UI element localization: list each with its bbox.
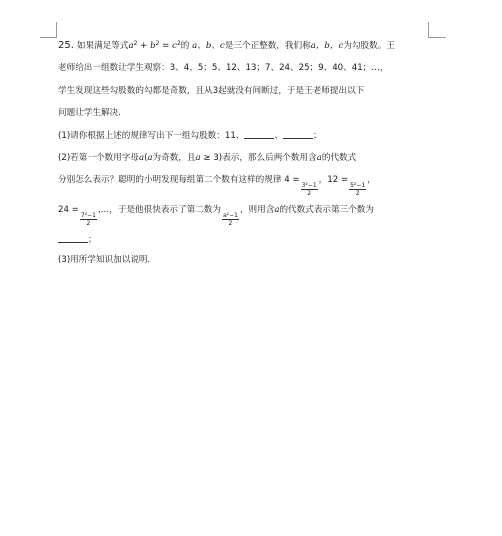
- exponent: 2: [155, 40, 160, 47]
- exponent: 2: [133, 40, 138, 47]
- text: 如果满足等式: [76, 41, 129, 51]
- answer-blank-2[interactable]: [283, 129, 313, 139]
- var-a: a: [138, 153, 145, 163]
- text: 、: [274, 131, 283, 141]
- text: 为奇数，且: [152, 153, 196, 163]
- denominator: 2: [307, 190, 312, 197]
- margin-corner-top-right-h: [428, 37, 446, 38]
- fraction: [80, 212, 97, 227]
- answer-blank-3[interactable]: [58, 233, 88, 243]
- fraction: [222, 212, 239, 227]
- text: 的代数式: [321, 153, 357, 163]
- question-line-2: 老师给出一组数让学生观察：3、4、5；5、12、13；7、24、25；9、40、41；…，: [58, 63, 389, 73]
- denominator: 2: [86, 220, 91, 227]
- part-1-line: [58, 129, 322, 142]
- fraction: [301, 182, 318, 197]
- margin-corner-top-right: [428, 22, 429, 38]
- part-2-line-2: [58, 174, 376, 197]
- vars-abc: a、b、c: [192, 41, 225, 51]
- question-line-3: 学生发现这些勾股数的勾都是奇数，且从3起就没有间断过，于是王老师提出以下: [58, 86, 365, 96]
- var-b: b: [150, 41, 156, 51]
- question-line-4: 问题让学生解决．: [58, 108, 127, 118]
- answer-blank-1[interactable]: [244, 129, 274, 139]
- text: ≥ 3)表示，那么后两个数用含: [200, 153, 317, 163]
- text: 的: [180, 41, 190, 51]
- denominator: 2: [355, 190, 360, 197]
- text: ，: [367, 175, 376, 185]
- text: 12 =: [327, 175, 349, 185]
- text: 4 =: [284, 175, 300, 185]
- exponent: 2: [176, 40, 181, 47]
- text: 24 =: [58, 205, 79, 215]
- numerator: 7²−1: [80, 212, 96, 219]
- part-3-line: (3)用所学知识加以说明．: [58, 255, 157, 265]
- fraction: [349, 182, 366, 197]
- part-2-line-1: [58, 152, 356, 164]
- equals: =: [159, 41, 173, 51]
- var-a: a: [274, 205, 280, 215]
- numerator: a²−1: [223, 212, 238, 219]
- text: ，: [318, 175, 328, 185]
- question-line-1: [58, 40, 395, 52]
- part-2-line-3: [58, 204, 374, 227]
- plus: +: [140, 41, 151, 51]
- text: (2)若第一个数用字母: [58, 153, 139, 163]
- var-a: a: [147, 153, 153, 163]
- text: 是三个正整数，我们称: [224, 41, 311, 51]
- text: (1)请你根据上述的规律写出下一组勾股数：11、: [58, 131, 245, 141]
- margin-corner-top-left: [56, 22, 57, 38]
- numerator: 3²−1: [301, 182, 317, 189]
- vars-abc: a，b，c: [310, 41, 344, 51]
- question-number: 25.: [58, 40, 74, 51]
- var-c: c: [172, 41, 177, 51]
- var-a: a: [316, 153, 322, 163]
- text: ；: [88, 235, 97, 245]
- numerator: 5²−1: [350, 182, 366, 189]
- text: 分别怎么表示？聪明的小明发现每组第二个数有这样的规律: [58, 175, 282, 185]
- text: 的代数式表示第三个数为: [279, 205, 374, 215]
- text: 为勾股数。王: [343, 41, 395, 51]
- text: ，则用含: [239, 205, 275, 215]
- text: (: [144, 153, 148, 163]
- denominator: 2: [228, 220, 233, 227]
- margin-corner-top-left-h: [40, 37, 56, 38]
- var-a: a: [195, 153, 201, 163]
- text: ,…，于是他很快表示了第二数为: [97, 205, 221, 215]
- text: ；: [313, 131, 322, 141]
- part-2-line-4: [58, 233, 97, 246]
- var-a: a: [128, 41, 134, 51]
